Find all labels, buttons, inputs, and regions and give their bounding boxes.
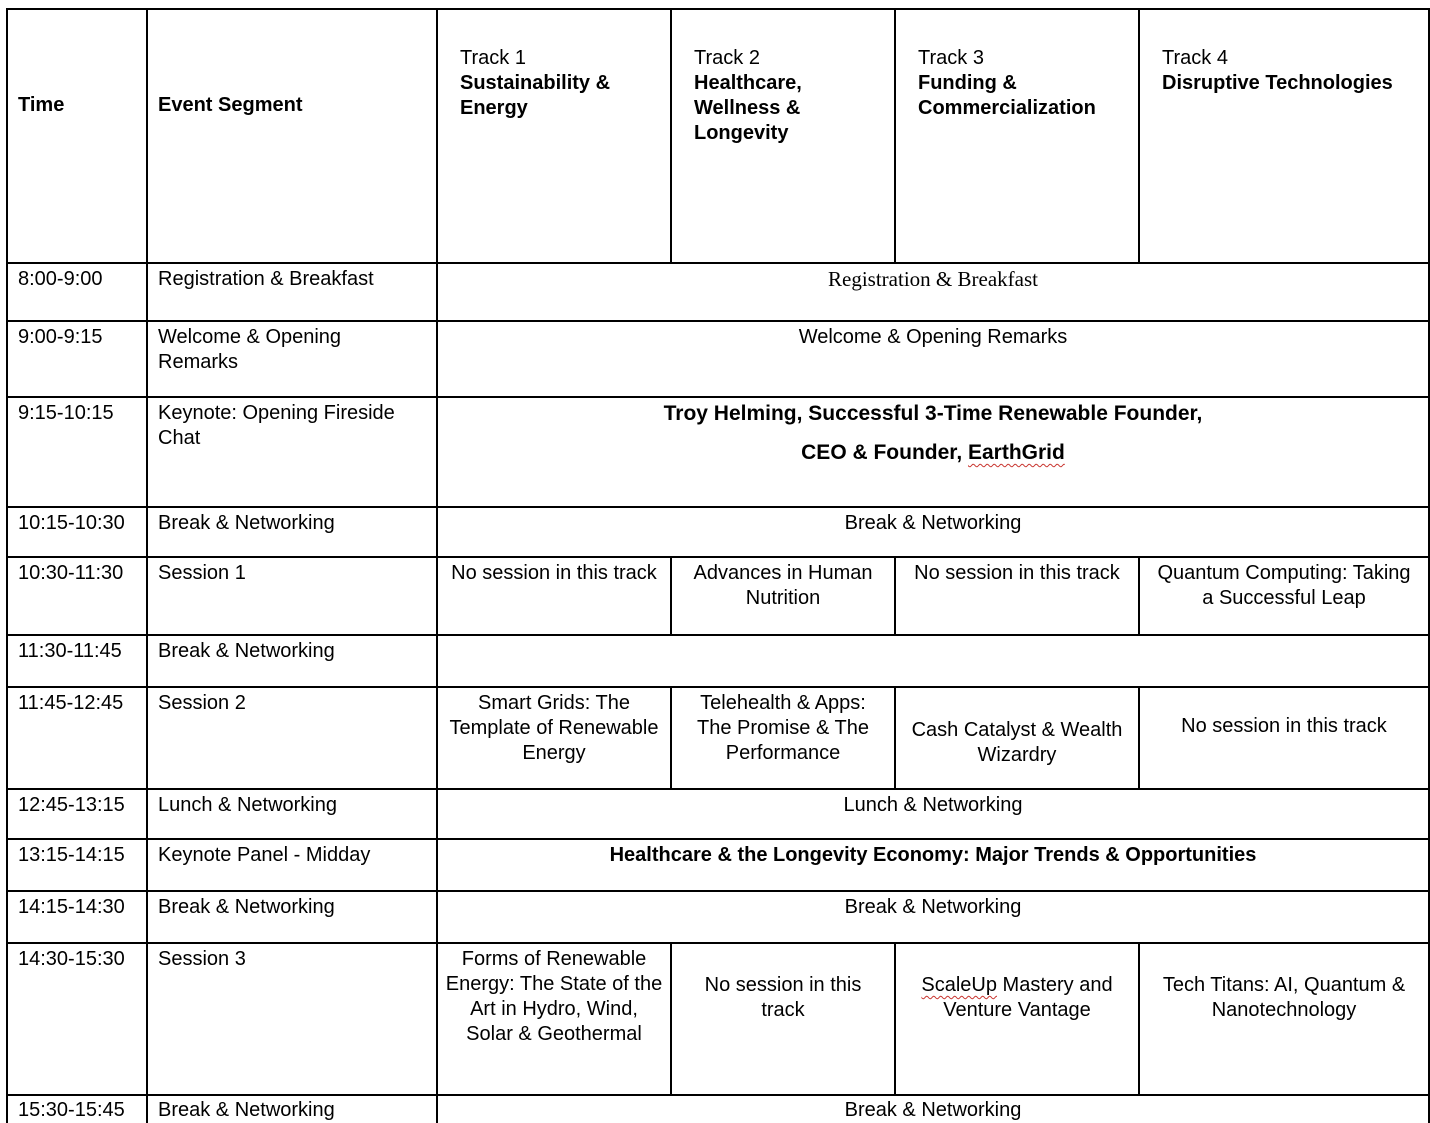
track-2-session: No session in this track (671, 943, 895, 1095)
segment-cell: Session 2 (147, 687, 437, 789)
time-cell: 13:15-14:15 (7, 839, 147, 891)
track-4-name: Disruptive Technologies (1162, 72, 1393, 94)
header-time: Time (7, 9, 147, 263)
header-track-1 (437, 9, 671, 263)
time-cell: 9:00-9:15 (7, 321, 147, 397)
time-cell: 15:30-15:45 (7, 1095, 147, 1123)
track-3-session: Cash Catalyst & Wealth Wizardry (895, 687, 1139, 789)
track-1-session: No session in this track (437, 557, 671, 635)
keynote-title-prefix: CEO & Founder, (801, 441, 968, 464)
track-1-name: Sustainability & Energy (460, 72, 611, 119)
span-cell: Break & Networking (437, 1095, 1429, 1123)
track-1-session: Smart Grids: The Template of Renewable Energy (437, 687, 671, 789)
track-3-session-rest: Mastery and Venture Vantage (943, 974, 1113, 1021)
track-3-session (895, 943, 1139, 1095)
table-row (7, 635, 1429, 687)
segment-cell: Break & Networking (147, 507, 437, 557)
header-event-segment: Event Segment (147, 9, 437, 263)
table-row (7, 507, 1429, 557)
table-row (7, 321, 1429, 397)
table-row (7, 1095, 1429, 1123)
segment-cell: Break & Networking (147, 1095, 437, 1123)
header-track-3 (895, 9, 1139, 263)
time-cell: 14:15-14:30 (7, 891, 147, 943)
track-4-session: No session in this track (1139, 687, 1429, 789)
time-cell: 10:15-10:30 (7, 507, 147, 557)
segment-cell: Welcome & Opening Remarks (147, 321, 437, 397)
time-cell: 9:15-10:15 (7, 397, 147, 507)
track-2-name: Healthcare, Wellness & Longevity (694, 72, 802, 144)
span-cell: Lunch & Networking (437, 789, 1429, 839)
time-cell: 8:00-9:00 (7, 263, 147, 321)
segment-cell: Lunch & Networking (147, 789, 437, 839)
scaleup-word: ScaleUp (921, 974, 997, 996)
table-row (7, 557, 1429, 635)
table-row (7, 789, 1429, 839)
span-cell: Break & Networking (437, 891, 1429, 943)
time-cell: 14:30-15:30 (7, 943, 147, 1095)
track-2-session: Telehealth & Apps: The Promise & The Performance (671, 687, 895, 789)
time-cell: 12:45-13:15 (7, 789, 147, 839)
agenda-table (6, 8, 1430, 1123)
header-row (7, 9, 1429, 263)
track-2-session: Advances in Human Nutrition (671, 557, 895, 635)
keynote-speaker-cell (437, 397, 1429, 507)
segment-cell: Break & Networking (147, 891, 437, 943)
table-row (7, 943, 1429, 1095)
track-3-session: No session in this track (895, 557, 1139, 635)
table-row (7, 687, 1429, 789)
keynote-company: EarthGrid (967, 441, 1065, 464)
keynote-panel-cell: Healthcare & the Longevity Economy: Major Trends & Opportunities (437, 839, 1429, 891)
segment-cell: Session 3 (147, 943, 437, 1095)
keynote-speaker-line: Troy Helming, Successful 3-Time Renewable Founder, (663, 402, 1203, 425)
track-3-number: Track 3 (918, 47, 984, 69)
track-4-session: Quantum Computing: Taking a Successful Leap (1139, 557, 1429, 635)
track-4-number: Track 4 (1162, 47, 1228, 69)
time-cell: 11:30-11:45 (7, 635, 147, 687)
agenda-document (6, 8, 1430, 1123)
track-1-session: Forms of Renewable Energy: The State of the Art in Hydro, Wind, Solar & Geothermal (437, 943, 671, 1095)
table-row (7, 397, 1429, 507)
segment-cell: Break & Networking (147, 635, 437, 687)
segment-cell: Registration & Breakfast (147, 263, 437, 321)
span-cell-empty (437, 635, 1429, 687)
table-row (7, 891, 1429, 943)
track-3-name: Funding & Commercialization (918, 72, 1096, 119)
header-track-4 (1139, 9, 1429, 263)
header-track-2 (671, 9, 895, 263)
table-row (7, 263, 1429, 321)
time-cell: 10:30-11:30 (7, 557, 147, 635)
segment-cell: Session 1 (147, 557, 437, 635)
time-cell: 11:45-12:45 (7, 687, 147, 789)
track-1-number: Track 1 (460, 47, 526, 69)
track-4-session: Tech Titans: AI, Quantum & Nanotechnology (1139, 943, 1429, 1095)
keynote-title-line (448, 426, 1418, 465)
track-2-number: Track 2 (694, 47, 760, 69)
table-row (7, 839, 1429, 891)
segment-cell: Keynote: Opening Fireside Chat (147, 397, 437, 507)
segment-cell: Keynote Panel - Midday (147, 839, 437, 891)
span-cell: Welcome & Opening Remarks (437, 321, 1429, 397)
span-cell: Registration & Breakfast (437, 263, 1429, 321)
span-cell: Break & Networking (437, 507, 1429, 557)
